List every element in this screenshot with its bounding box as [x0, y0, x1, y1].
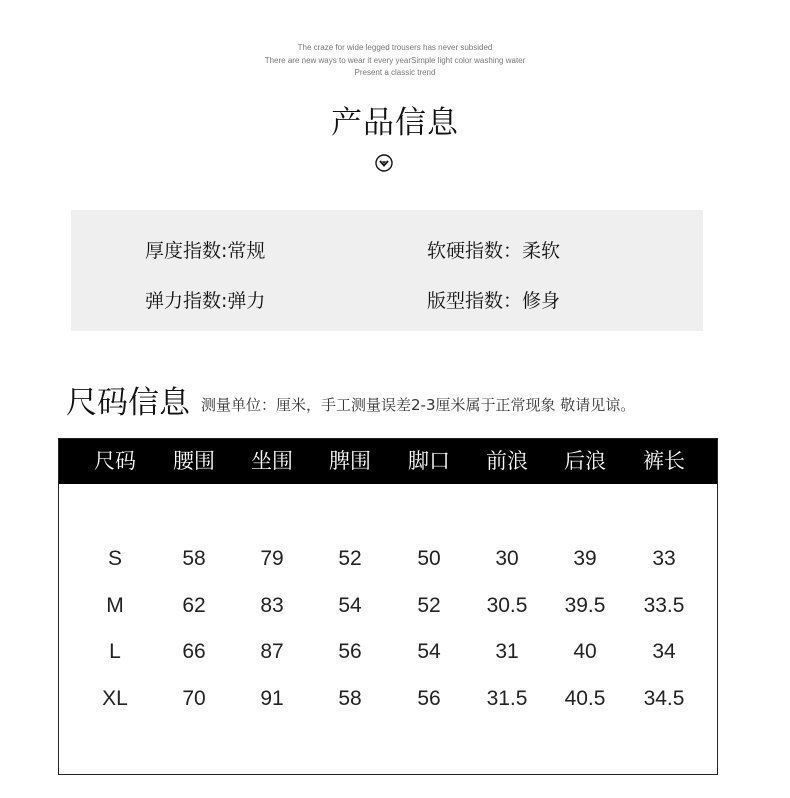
fit-index-value: 修身 — [522, 290, 561, 312]
table-cell: 87 — [260, 640, 284, 663]
table-cell: XL — [102, 687, 128, 710]
elasticity-index — [145, 286, 265, 313]
table-cell: 39 — [573, 547, 597, 570]
size-table-header — [59, 439, 717, 484]
table-cell: M — [106, 594, 124, 617]
table-cell: 33 — [652, 547, 676, 570]
table-cell: 31.5 — [486, 687, 528, 710]
thickness-index — [145, 236, 265, 263]
table-row — [59, 679, 717, 719]
chevron-down-circle-icon — [375, 154, 393, 172]
table-cell: 39.5 — [564, 594, 606, 617]
table-cell: S — [107, 547, 122, 570]
table-cell: 62 — [182, 594, 206, 617]
table-cell: 58 — [338, 687, 362, 710]
column-header-back-rise: 后浪 — [564, 449, 606, 473]
size-info-note: 测量单位：厘米，手工测量误差2-3厘米属于正常现象 敬请见谅。 — [201, 396, 636, 414]
size-info-title: 尺码信息 — [66, 385, 190, 421]
table-cell: 58 — [182, 547, 206, 570]
table-cell: 79 — [260, 547, 284, 570]
thickness-index-label: 厚度指数: — [145, 240, 228, 262]
table-cell: 54 — [338, 594, 362, 617]
tagline-line-3: Present a classic trend — [354, 68, 436, 77]
table-cell: 52 — [338, 547, 362, 570]
table-cell: 34 — [652, 640, 676, 663]
table-cell: 83 — [260, 594, 284, 617]
fit-index-label: 版型指数： — [427, 290, 523, 312]
column-header-hip: 坐围 — [251, 449, 293, 473]
product-info-title: 产品信息 — [331, 105, 459, 141]
table-cell: 50 — [417, 547, 441, 570]
size-table — [58, 438, 718, 775]
table-row — [59, 632, 717, 672]
table-cell: 54 — [417, 640, 441, 663]
column-header-hem: 脚口 — [408, 449, 450, 473]
table-cell: 56 — [338, 640, 362, 663]
table-cell: 70 — [182, 687, 206, 710]
softness-index — [427, 236, 560, 263]
fit-index — [427, 286, 560, 313]
table-cell: 31 — [495, 640, 519, 663]
column-header-size: 尺码 — [94, 449, 136, 473]
elasticity-index-value: 弹力 — [227, 290, 266, 312]
table-cell: 91 — [260, 687, 284, 710]
table-row — [59, 539, 717, 579]
table-cell: 40.5 — [564, 687, 606, 710]
elasticity-index-label: 弹力指数: — [145, 290, 228, 312]
thickness-index-value: 常规 — [227, 240, 266, 262]
table-cell: 30 — [495, 547, 519, 570]
product-info-panel — [71, 210, 703, 331]
tagline-line-2: There are new ways to wear it every yearSimple light color washing water — [264, 55, 526, 65]
column-header-front-rise: 前浪 — [486, 449, 528, 473]
tagline-line-1: The craze for wide legged trousers has never subsided — [297, 43, 493, 52]
column-header-length: 裤长 — [643, 449, 685, 473]
column-header-thigh: 脾围 — [329, 449, 371, 473]
table-cell: 34.5 — [643, 687, 685, 710]
table-cell: 30.5 — [486, 594, 528, 617]
tagline — [0, 42, 790, 80]
softness-index-label: 软硬指数： — [427, 240, 523, 262]
table-cell: 33.5 — [643, 594, 685, 617]
table-cell: 52 — [417, 594, 441, 617]
column-header-waist: 腰围 — [173, 449, 215, 473]
table-cell: 66 — [182, 640, 206, 663]
softness-index-value: 柔软 — [522, 240, 561, 262]
table-cell: 40 — [573, 640, 597, 663]
table-cell: 56 — [417, 687, 441, 710]
table-row — [59, 586, 717, 626]
table-cell: L — [109, 640, 121, 663]
